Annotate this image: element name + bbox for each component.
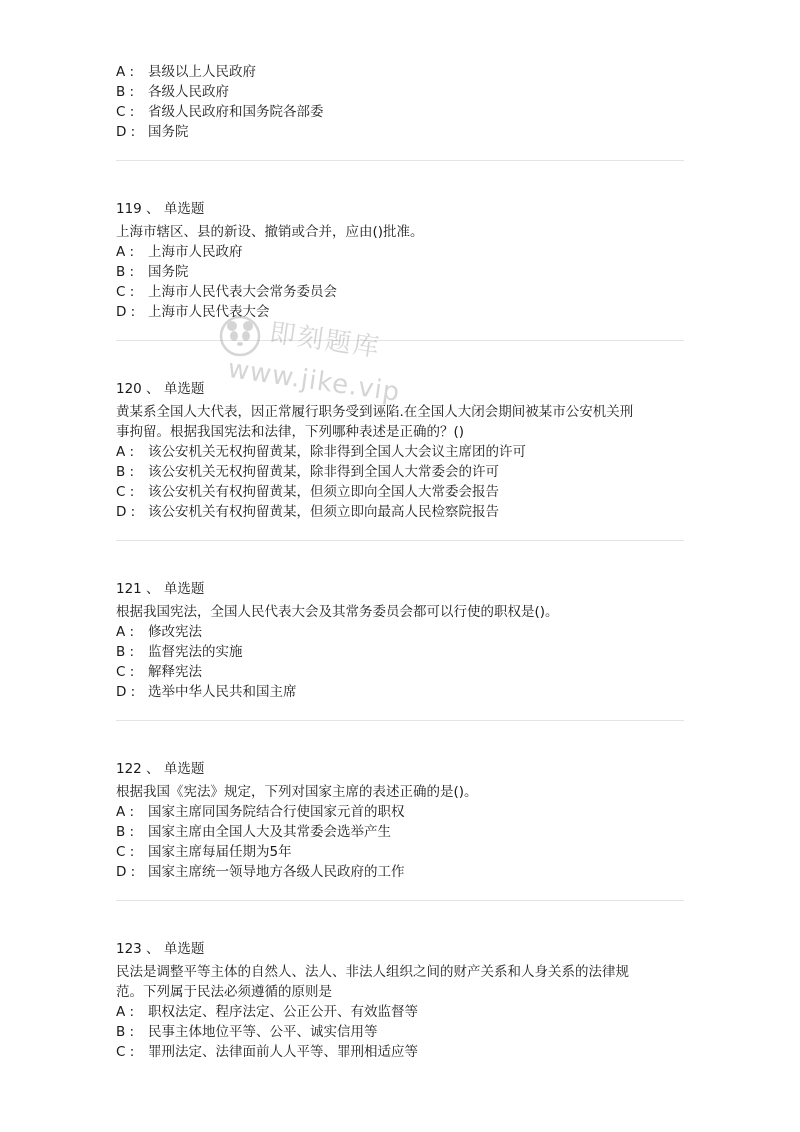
q120-header: 120 、 单选题 [116, 381, 205, 397]
option-letter: B : [116, 1024, 135, 1040]
q118-option-c [116, 102, 324, 122]
option-letter: B : [116, 84, 135, 100]
option-letter: B : [116, 464, 135, 480]
q121-option-a [116, 622, 202, 642]
watermark-url: www.jike.vip [225, 354, 403, 409]
q122-header: 122 、 单选题 [116, 761, 205, 777]
q123-option-b [116, 1022, 378, 1042]
q122-stem: 根据我国《宪法》规定，下列对国家主席的表述正确的是()。 [116, 784, 478, 800]
question-divider [116, 720, 684, 721]
option-text: 各级人民政府 [148, 84, 229, 100]
option-letter: A : [116, 64, 135, 80]
option-text: 国家主席同国务院结合行使国家元首的职权 [148, 804, 405, 820]
option-letter: C : [116, 284, 135, 300]
q122-option-b [116, 822, 391, 842]
option-text: 监督宪法的实施 [148, 644, 243, 660]
q121-option-c [116, 662, 202, 682]
option-text: 上海市人民代表大会常务委员会 [148, 284, 337, 300]
question-divider [116, 160, 684, 161]
q120-option-d [116, 502, 499, 522]
option-letter: B : [116, 644, 135, 660]
option-letter: B : [116, 264, 135, 280]
option-letter: D : [116, 304, 136, 320]
option-text: 民事主体地位平等、公平、诚实信用等 [148, 1024, 378, 1040]
option-text: 国家主席由全国人大及其常委会选举产生 [148, 824, 391, 840]
q122-option-a [116, 802, 405, 822]
q122-option-d [116, 862, 405, 882]
q123-option-c [116, 1042, 418, 1062]
q119-option-c [116, 282, 337, 302]
option-text: 该公安机关无权拘留黄某，除非得到全国人大常委会的许可 [148, 464, 499, 480]
option-letter: C : [116, 664, 135, 680]
q119-option-b [116, 262, 189, 282]
option-text: 罪刑法定、法律面前人人平等、罪刑相适应等 [148, 1044, 418, 1060]
q119-option-a [116, 242, 243, 262]
option-text: 该公安机关有权拘留黄某，但须立即向全国人大常委会报告 [148, 484, 499, 500]
option-letter: A : [116, 804, 135, 820]
question-divider [116, 540, 684, 541]
option-text: 该公安机关有权拘留黄某，但须立即向最高人民检察院报告 [148, 504, 499, 520]
q123-header: 123 、 单选题 [116, 941, 205, 957]
option-text: 修改宪法 [148, 624, 202, 640]
option-letter: D : [116, 124, 136, 140]
option-letter: D : [116, 504, 136, 520]
q123-stem-line-1: 民法是调整平等主体的自然人、法人、非法人组织之间的财产关系和人身关系的法律规 [116, 964, 629, 980]
option-text: 该公安机关无权拘留黄某，除非得到全国人大会议主席团的许可 [148, 444, 526, 460]
q120-option-a [116, 442, 526, 462]
option-text: 国家主席统一领导地方各级人民政府的工作 [148, 864, 405, 880]
option-letter: D : [116, 864, 136, 880]
q123-option-a [116, 1002, 418, 1022]
q119-stem: 上海市辖区、县的新设、撤销或合并，应由()批准。 [116, 224, 424, 240]
option-letter: A : [116, 244, 135, 260]
q120-stem-line-2: 事拘留。根据我国宪法和法律，下列哪种表述是正确的？() [116, 424, 465, 440]
watermark-brand: 即刻题库 [267, 318, 383, 364]
q118-option-d [116, 122, 189, 142]
option-text: 上海市人民代表大会 [148, 304, 270, 320]
option-text: 上海市人民政府 [148, 244, 243, 260]
option-text: 县级以上人民政府 [148, 64, 256, 80]
option-letter: C : [116, 844, 135, 860]
q120-option-c [116, 482, 499, 502]
option-letter: C : [116, 1044, 135, 1060]
q123-stem-line-2: 范。下列属于民法必须遵循的原则是 [116, 984, 332, 1000]
option-letter: A : [116, 624, 135, 640]
q121-option-b [116, 642, 243, 662]
option-letter: D : [116, 684, 136, 700]
option-letter: A : [116, 1004, 135, 1020]
option-text: 国务院 [148, 124, 189, 140]
question-divider [116, 340, 684, 341]
option-letter: C : [116, 484, 135, 500]
option-text: 解释宪法 [148, 664, 202, 680]
q118-option-a [116, 62, 256, 82]
q120-option-b [116, 462, 499, 482]
option-text: 国家主席每届任期为5年 [148, 844, 292, 860]
q121-option-d [116, 682, 297, 702]
q118-option-b [116, 82, 229, 102]
question-divider [116, 900, 684, 901]
q120-stem-line-1: 黄某系全国人大代表，因正常履行职务受到诬陷.在全国人大闭会期间被某市公安机关刑 [116, 404, 634, 420]
option-text: 省级人民政府和国务院各部委 [148, 104, 324, 120]
option-text: 选举中华人民共和国主席 [148, 684, 297, 700]
q121-header: 121 、 单选题 [116, 581, 205, 597]
q121-stem: 根据我国宪法，全国人民代表大会及其常务委员会都可以行使的职权是()。 [116, 604, 559, 620]
q122-option-c [116, 842, 292, 862]
option-text: 国务院 [148, 264, 189, 280]
option-letter: B : [116, 824, 135, 840]
option-text: 职权法定、程序法定、公正公开、有效监督等 [148, 1004, 418, 1020]
q119-header: 119 、 单选题 [116, 201, 205, 217]
q119-option-d [116, 302, 270, 322]
option-letter: A : [116, 444, 135, 460]
option-letter: C : [116, 104, 135, 120]
